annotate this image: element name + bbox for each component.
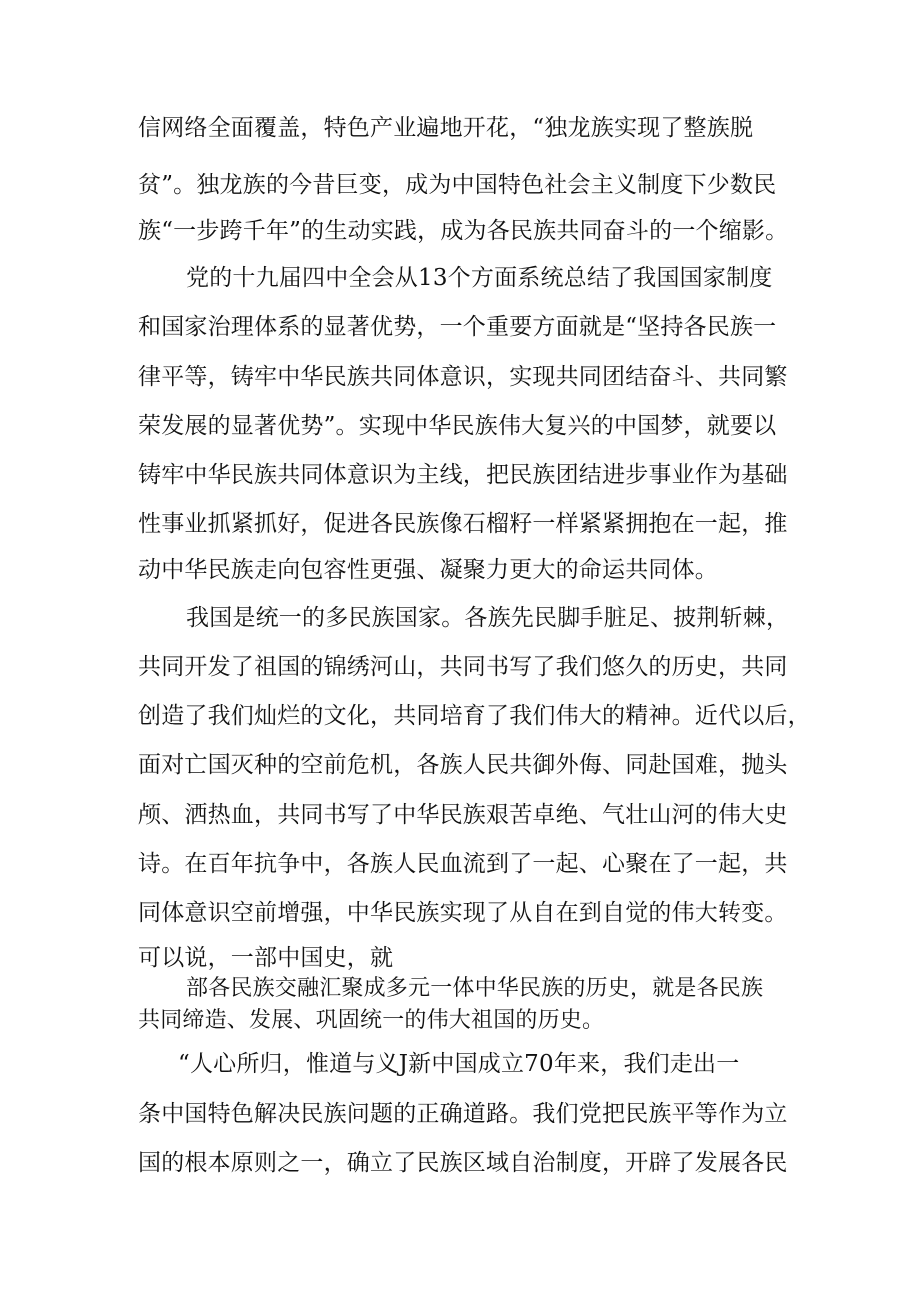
- text-line: 族“一步跨千年”的生动实践，成为各民族共同奋斗的一个缩影。: [138, 218, 789, 244]
- text-line: 贫”。独龙族的今昔巨变，成为中国特色社会主义制度下少数民: [138, 172, 777, 198]
- text-line: 律平等，铸牢中华民族共同体意识，实现共同团结奋斗、共同繁: [138, 364, 788, 390]
- text-line: 创造了我们灿烂的文化，共同培育了我们伟大的精神。近代以后，: [138, 703, 811, 729]
- text-line: 荣发展的显著优势”。实现中华民族伟大复兴的中国梦，就要以: [138, 413, 777, 439]
- paragraph-start-line: “人心所归，惟道与义J新中国成立70年来，我们走出一: [178, 1051, 740, 1077]
- text-line: 和国家治理体系的显著优势，一个重要方面就是“坚持各民族一: [138, 314, 777, 340]
- text-line: 同体意识空前增强，中华民族实现了从自在到自觉的伟大转变。: [138, 900, 788, 926]
- text-line: 诗。在百年抗争中，各族人民血流到了一起、心聚在了一起，共: [138, 851, 788, 877]
- text-line: 国的根本原则之一，确立了民族区域自治制度，开辟了发展各民: [138, 1150, 788, 1176]
- text-line: 共同开发了祖国的锦绣河山，共同书写了我们悠久的历史，共同: [138, 654, 788, 680]
- text-line: 面对亡国灭种的空前危机，各族人民共御外侮、同赴国难，抛头: [138, 752, 788, 778]
- text-line: 条中国特色解决民族问题的正确道路。我们党把民族平等作为立: [138, 1101, 788, 1127]
- paragraph-start-line: 党的十九届四中全会从13个方面系统总结了我国国家制度: [186, 265, 773, 291]
- text-line: 可以说，一部中国史，就: [138, 945, 394, 971]
- text-line: 信网络全面覆盖，特色产业遍地开花，“独龙族实现了整族脱: [138, 115, 754, 141]
- text-line: 性事业抓紧抓好，促进各民族像石榴籽一样紧紧拥抱在一起，推: [138, 511, 788, 537]
- paragraph-start-line: 部各民族交融汇聚成多元一体中华民族的历史，就是各民族: [186, 976, 764, 1001]
- text-line: 铸牢中华民族共同体意识为主线，把民族团结进步事业作为基础: [138, 462, 788, 488]
- text-line: 颅、洒热血，共同书写了中华民族艰苦卓绝、气壮山河的伟大史: [138, 802, 788, 828]
- paragraph-start-line: 我国是统一的多民族国家。各族先民脚手脏足、披荆斩棘，: [186, 605, 790, 631]
- text-line: 共同缔造、发展、巩固统一的伟大祖国的历史。: [138, 1008, 605, 1033]
- text-line: 动中华民族走向包容性更强、凝聚力更大的命运共同体。: [138, 557, 718, 583]
